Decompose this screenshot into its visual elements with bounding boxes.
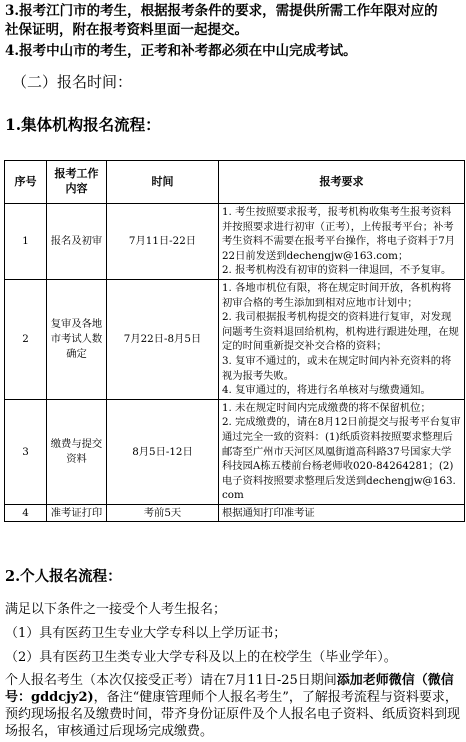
- row-no: 3: [5, 399, 47, 504]
- row-content: 缴费与提交资料: [47, 399, 107, 504]
- table-row: [5, 504, 465, 522]
- row-no: 1: [5, 204, 47, 280]
- requirement-line: 3. 复审不通过的，或未在规定时间内补充资料的将视为报考失败。: [222, 354, 452, 382]
- row-requirements: [219, 204, 465, 280]
- row-time: 8月5日-12日: [107, 399, 219, 504]
- row-no: 4: [5, 504, 47, 522]
- row-time: 7月22日-8月5日: [107, 279, 219, 399]
- table-row: [5, 204, 465, 280]
- row-no: 2: [5, 279, 47, 399]
- table-row: [5, 399, 465, 504]
- requirement-line: 1. 考生按照要求报考，报考机构收集考生报考资料并按照要求进行初审（正考），上传报考平台；补考考生资料不需要在报考平台操作，将电子资料于7月22日前发送到dechengjw@163.com；: [222, 206, 456, 262]
- personal-body-part1: 个人报名考生（本次仅接受正考）请在7月11日-25日期间: [5, 673, 337, 688]
- requirement-line: 2. 报考机构没有初审的资料一律退回，不予复审。: [222, 264, 452, 277]
- intro-item-3: [5, 2, 463, 40]
- header-time: 时间: [107, 161, 219, 204]
- header-no: 序号: [5, 161, 47, 204]
- personal-registration-heading: 2.个人报名流程：: [5, 568, 122, 585]
- row-requirements: [219, 279, 465, 399]
- requirement-line: 1. 未在规定时间内完成缴费的将不保留机位；: [222, 401, 431, 414]
- intro-item-4: 4.报考中山市的考生，正考和补考都必须在中山完成考试。: [5, 43, 357, 59]
- personal-condition-1: （1）具有医药卫生专业大学专科以上学历证书；: [5, 626, 287, 641]
- requirement-line: 4. 复审通过的，将进行名单核对与缴费通知。: [222, 384, 431, 397]
- registration-process-table: [4, 160, 465, 522]
- personal-condition-2: （2）具有医药卫生类专业大学专科及以上的在校学生（毕业学年）。: [5, 650, 397, 665]
- header-content: 报考工作内容: [47, 161, 107, 204]
- requirement-line: 根据通知打印准考证: [222, 506, 315, 519]
- row-time: 7月11日-22日: [107, 204, 219, 280]
- row-content: 复审及各地市考试人数确定: [47, 279, 107, 399]
- requirement-line: 2. 我司根据报考机构提交的资料进行复审，对发现问题考生资料退回给机构，机构进行跟进处理，在规定的时间重新提交补交合格的资料；: [222, 311, 459, 353]
- group-registration-heading: 1.集体机构报名流程：: [5, 115, 161, 134]
- table-row: [5, 279, 465, 399]
- personal-body-paragraph: [5, 672, 463, 740]
- personal-body-part2: ，备注“健康管理师个人报名考生”，了解报考流程与资料要求，预约现场报名及缴费时间，带齐身份证原件及个人报名电子资料、纸质资料到现场报名，审核通过后现场完成缴费。: [5, 690, 461, 739]
- header-requirements: 报考要求: [219, 161, 465, 204]
- row-time: 考前5天: [107, 504, 219, 522]
- teacher-wechat-highlight: 添加老师微信（微信号：gddcjy2): [5, 673, 454, 705]
- row-requirements: [219, 504, 465, 522]
- personal-condition-intro: 满足以下条件之一接受个人考生报名；: [5, 602, 227, 617]
- row-content: 报名及初审: [47, 204, 107, 280]
- row-content: 准考证打印: [47, 504, 107, 522]
- requirement-line: 2. 完成缴费的，请在8月12日前提交与报考平台复审通过完全一致的资料：(1)纸质资料按照要求整理后邮寄至广州市天河区凤凰街道高科路37号国家大学科技园A栋五楼前台杨老师收020-84264281；(2)电子资料按照要求整理后发送到dechengjw@163.com: [222, 416, 461, 502]
- section-title-registration-time: （二）报名时间：: [12, 73, 133, 91]
- requirement-line: 1. 各地市机位有限，将在规定时间开放，各机构将初审合格的考生添加到相对应地市计划中；: [222, 281, 452, 309]
- row-requirements: [219, 399, 465, 504]
- intro-item-3-line1: 3.报考江门市的考生，根据报考条件的要求，需提供所需工作年限对应的: [5, 3, 438, 19]
- intro-item-3-line2: 社保证明，附在报考资料里面一起提交。: [5, 22, 248, 38]
- table-header-row: [5, 161, 465, 204]
